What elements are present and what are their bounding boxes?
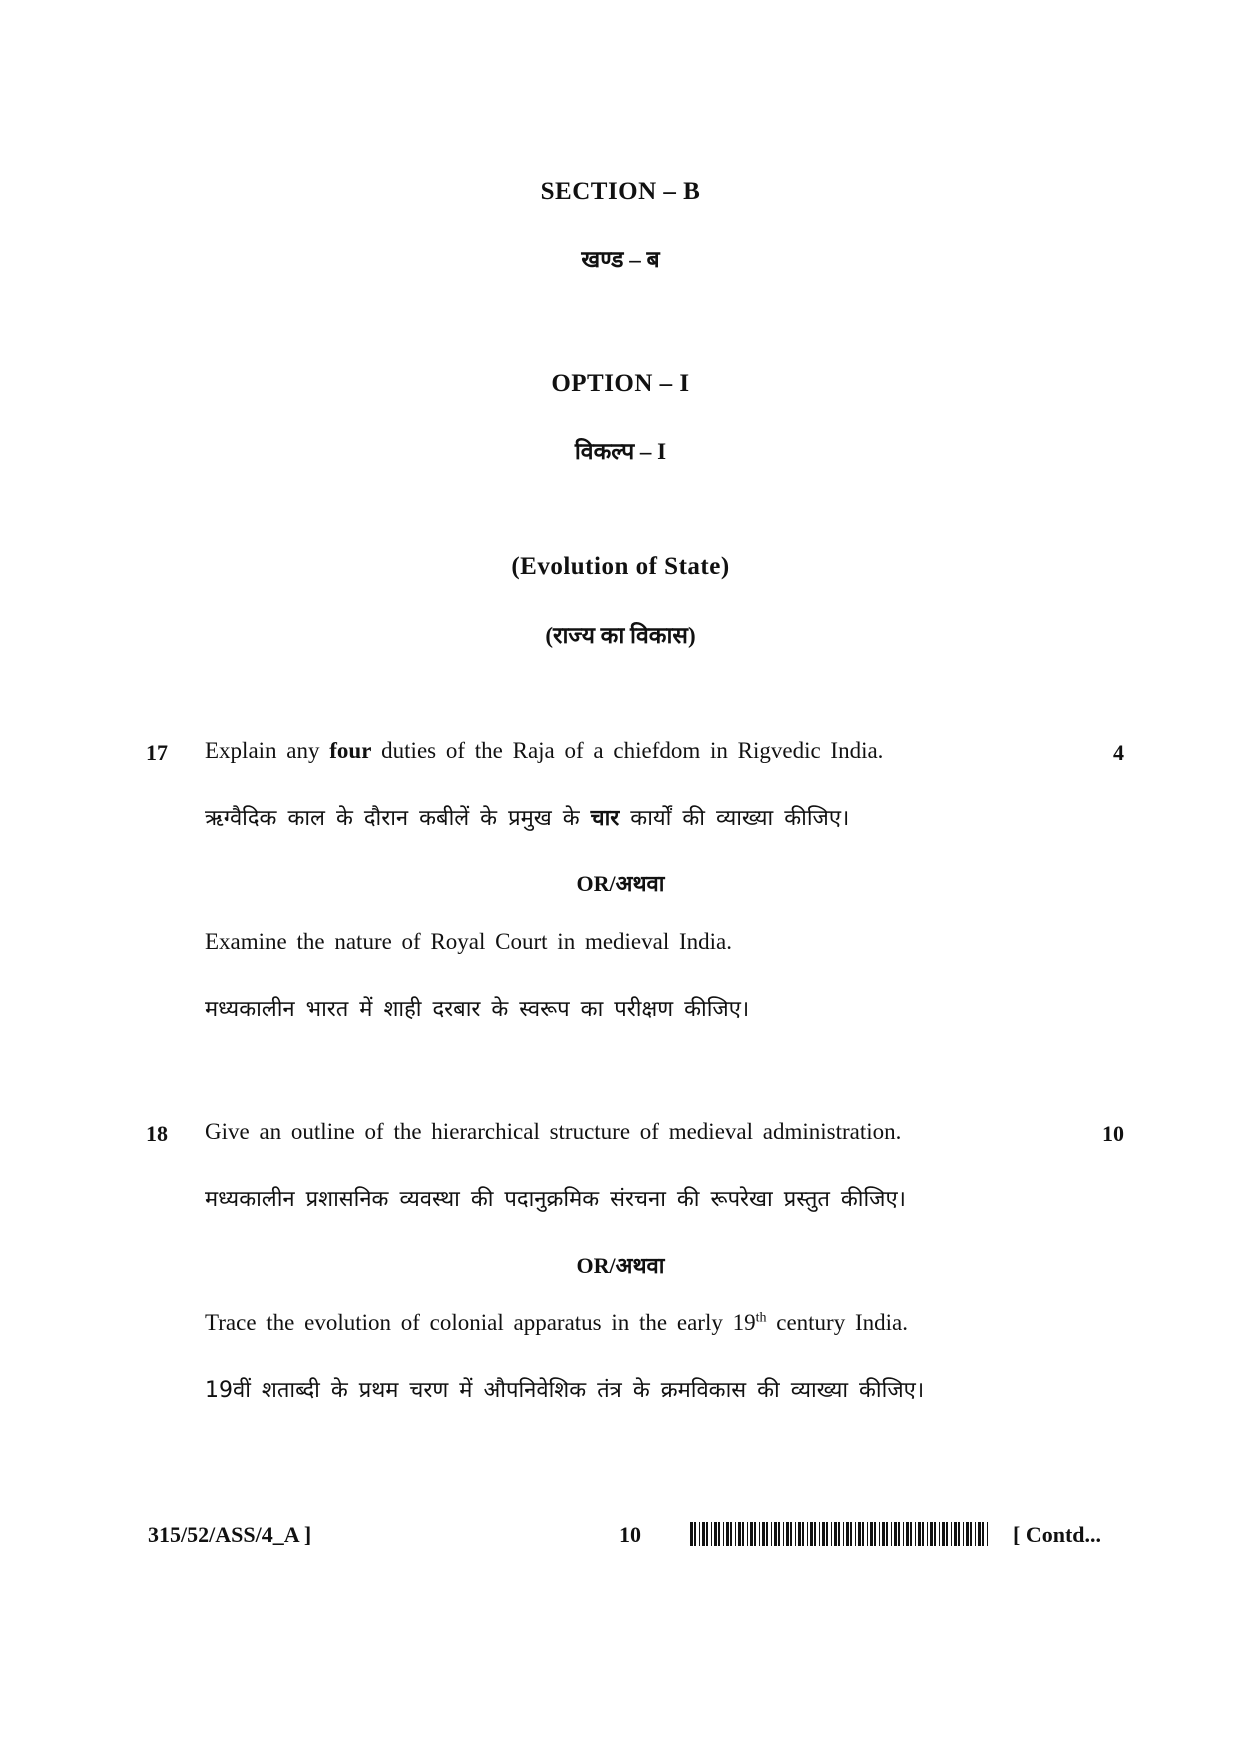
section-title: SECTION – B [540, 178, 701, 205]
topic-title-hindi: (राज्य का विकास) [545, 623, 696, 648]
question-marks: 10 [1102, 1121, 1124, 1146]
alternative-question-en: Examine the nature of Royal Court in medieval India. [205, 929, 732, 954]
topic-title: (Evolution of State) [511, 553, 730, 580]
question-marks: 4 [1113, 740, 1124, 765]
continued-label: [ Contd... [1013, 1522, 1102, 1547]
question-text-hi: मध्यकालीन प्रशासनिक व्यवस्था की पदानुक्रमिक संरचना की रूपरेखा प्रस्तुत कीजिए। [205, 1187, 907, 1212]
barcode-icon [690, 1522, 990, 1546]
section-title-hindi: खण्ड – ब [581, 247, 660, 272]
question-number: 18 [146, 1121, 168, 1146]
paper-code: 315/52/ASS/4_A ] [148, 1522, 312, 1547]
page-number: 10 [619, 1522, 641, 1547]
option-title: OPTION – I [551, 370, 690, 397]
alternative-question-hi: 19वीं शताब्दी के प्रथम चरण में औपनिवेशिक तंत्र के क्रमविकास की व्याख्या कीजिए। [205, 1378, 925, 1403]
question-text-hi: ऋग्वैदिक काल के दौरान कबीलें के प्रमुख के चार कार्यों की व्याख्या कीजिए। [205, 806, 850, 831]
option-title-hindi: विकल्प – I [574, 439, 667, 464]
question-number: 17 [146, 740, 168, 765]
question-text-en: Give an outline of the hierarchical structure of medieval administration. [205, 1119, 902, 1144]
question-text-en: Explain any four duties of the Raja of a chiefdom in Rigvedic India. [205, 738, 884, 763]
alternative-question-hi: मध्यकालीन भारत में शाही दरबार के स्वरूप का परीक्षण कीजिए। [205, 997, 750, 1022]
alternative-question-en: Trace the evolution of colonial apparatus in the early 19th century India. [205, 1310, 908, 1335]
or-separator: OR/अथवा [576, 871, 665, 896]
or-separator: OR/अथवा [576, 1253, 665, 1278]
